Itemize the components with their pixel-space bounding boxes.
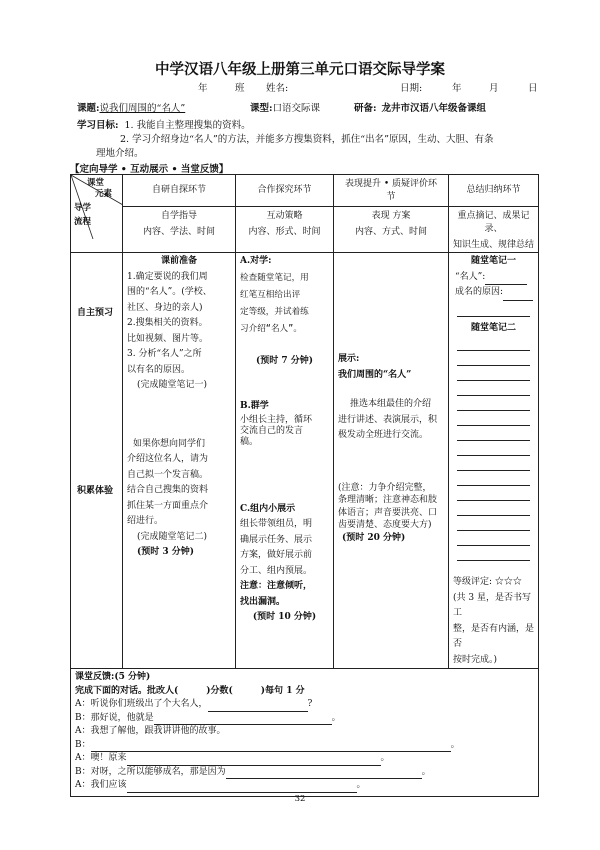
note2-blank[interactable] [457,381,530,396]
sub-summary [449,207,539,253]
dialogue-2-text: B：那好说，他就是 [75,712,154,723]
draft-time: (预时 3 分钟) [137,547,195,557]
sub-performance [334,207,449,253]
prep-line-8: (完成随堂笔记一) [137,380,208,390]
header-performance-text: 表现提升 • 质疑评价环 [344,178,438,189]
note2-blank[interactable] [457,456,530,471]
col-summary [449,253,539,669]
note1-blank-1[interactable] [457,302,530,317]
sub-summary-b: 知识生成、规律总结 [452,240,534,250]
goal-1: 1. 我能自主整理搜集的资料。 [124,120,251,131]
guide-table [70,174,539,797]
fame-reason-label: 成名的原因: [455,287,504,297]
fame-reason-blank[interactable] [503,300,533,301]
show-time: (预时 20 分钟) [342,532,406,543]
draft-line-5: 抓住某一方面重点介 [127,500,209,511]
dialogue-2-end: 。 [331,712,341,723]
dialogue-line-1 [75,698,534,712]
dialogue-7-blank[interactable] [127,792,357,793]
feedback-task-b: )分数( [206,685,233,696]
note2-blank[interactable] [457,426,530,441]
group-line-1: 小组长主持，循环 [240,414,313,425]
show-line-3: 极发动全班进行交流。 [338,430,429,440]
dialogue-7-text: A：我们应该 [75,780,127,790]
goals-line-1 [77,117,251,131]
mini-show-line-3: 方案，做好展示前 [240,550,313,560]
note2-blank[interactable] [457,471,530,486]
col-cooperation [236,253,334,669]
dialogue-1-text: A：听说你们班级出了个大名人， [75,699,208,709]
mini-show-time: (预时 10 分钟) [252,612,317,622]
mini-show-heading: C.组内小展示 [240,503,296,514]
author-label: 研备: [354,103,377,114]
note2-blank[interactable] [457,396,530,411]
note2-blank[interactable] [457,441,530,456]
sub-self-study-a: 自学指导 [160,211,197,221]
prep-line-1: 1.确定要说的我们周 [127,271,208,282]
topic-label: 课题: [77,103,100,114]
pair-line-2: 红笔互相给出评 [240,289,301,300]
dialogue-6-text: B：对呀，之所以能够成名，那是因为 [75,766,226,777]
note2-heading: 随堂笔记二 [470,322,516,333]
pair-line-3: 定等级，并试着练 [240,306,309,317]
group-line-2: 交流自己的发言 [240,425,304,436]
date-year-label: 年 [452,83,462,94]
lesson-author [354,100,486,114]
feedback-task [75,685,534,699]
header-performance-tail: 节 [386,191,396,202]
dialogue-4-text: B： [75,739,91,750]
dialogue-line-3: A：我想了解他，跟我讲讲他的故事。 [75,726,226,736]
feedback-task-c: )每句 1 分 [260,685,305,696]
dialogue-5-text: A：噢！原来 [75,753,127,763]
prep-line-3: 社区、身边的亲人) [127,302,203,313]
pair-study-heading: A.对学: [240,256,272,266]
prep-line-2: 围的“名人”。(学校、 [127,287,212,297]
note2-blank[interactable] [457,366,530,381]
note-line-4: 齿要清楚、态度要大方) [338,520,432,530]
sub-performance-a: 表现 方案 [371,211,411,221]
show-label: 展示: [338,354,360,364]
note2-blank[interactable] [457,411,530,426]
draft-line-3: 自己拟一个发言稿。 [127,469,209,480]
prep-line-5: 比如视频、图片等。 [127,333,209,344]
note-line-1: (注意：力争介绍完整， [338,482,432,493]
sub-self-study-b: 内容、学法、时间 [142,227,215,237]
class-label: 班 [235,83,245,94]
pair-line-4: 习介绍“名人”。 [240,323,302,334]
prep-heading: 课前准备 [160,256,197,266]
goals-label: 学习目标: [77,120,119,131]
corner-daoxue: 导学 [74,203,92,213]
corner-yuansu: 元素 [95,189,113,199]
feedback-cell [71,669,539,797]
date-day-label: 日 [528,83,538,94]
draft-line-4: 结合自己搜集的资料 [127,485,209,495]
dialogue-line-4 [75,739,534,753]
prep-line-7: 以有名的原因。 [127,364,191,375]
famous-person-label: “名人”: [455,271,486,282]
lesson-type [250,100,320,114]
grade-line-2: 整，是否有内涵，是否 [453,623,535,649]
corner-cell [71,175,123,253]
draft-line-6: 绍进行。 [127,516,164,526]
grade-year-label: 年 [198,83,208,94]
dialogue-4-end: 。 [450,739,460,750]
mini-show-line-2: 确展示任务、展示 [240,534,313,545]
goal-2-cont: 理地介绍。 [96,148,144,159]
date-month-label: 月 [489,83,499,94]
type-value: 口语交际课 [272,103,321,114]
row-label-experience: 积累体验 [77,486,114,496]
header-self-study: 自研自探环节 [123,175,236,207]
student-name-label: 姓名: [266,83,289,94]
mini-show-line-1: 组长带领组员，明 [240,519,313,529]
note2-blank[interactable] [457,486,530,501]
pair-line-1: 检查随堂笔记，用 [240,272,309,283]
dialogue-line-7 [75,779,534,793]
feedback-label: 课堂反馈:(5 分钟) [75,672,151,682]
dialogue-line-2 [75,712,534,726]
draft-line-2: 介绍这位名人，请为 [127,454,209,464]
prep-line-6: 3. 分析“名人”之所 [127,349,202,359]
col-performance [334,253,449,669]
type-label: 课型: [250,103,273,114]
header-summary: 总结归纳环节 [449,175,539,207]
dialogue-5-end: 。 [380,753,390,763]
feedback-task-a: 完成下面的对话。批改人( [75,685,179,696]
corner-ketang: 课堂 [87,178,105,188]
header-performance [334,175,449,207]
sub-cooperation-b: 内容、形式、时间 [248,227,321,237]
note2-blank[interactable] [457,336,530,351]
note2-blank[interactable] [457,516,530,531]
col-self-study [123,253,236,669]
show-line-2: 进行讲述、表演展示，积 [338,414,438,425]
note2-blank[interactable] [457,531,530,546]
dialogue-7-end: 。 [356,780,366,790]
dialogue-line-5 [75,752,534,766]
show-line-1: 推选本组最佳的介绍 [350,399,432,409]
header-cooperation: 合作探究环节 [236,175,334,207]
lesson-info-line [77,100,185,114]
section-header: 【定向导学 • 互动展示 • 当堂反馈】 [70,164,229,175]
pair-time: (预时 7 分钟) [255,355,314,366]
note1-heading: 随堂笔记一 [470,256,516,266]
sub-summary-a: 重点摘记、成果记录、 [457,211,530,234]
grade-line-1: (共 3 星，是否书写工 [453,592,531,618]
group-study-heading: B.群学 [240,401,269,411]
dialogue-line-6 [75,766,534,780]
page-title: 中学汉语八年级上册第三单元口语交际导学案 [155,62,445,78]
note-line-2: 条理清晰；注意神态和肢 [338,495,438,505]
group-line-3: 稿。 [240,436,259,447]
goal-2: 2. 学习介绍身边“名人”的方法，并能多方搜集资料，抓住“出名”原因，生动、大胆、有条 [120,134,494,145]
page-number: 32 [294,794,306,804]
row-labels-cell [71,253,123,669]
sub-performance-b: 内容、方式、时间 [354,227,427,237]
sub-self-study [123,207,236,253]
sub-cooperation-a: 互动策略 [266,211,303,221]
sub-cooperation [236,207,334,253]
author-value: 龙井市汉语八年级备课组 [381,103,487,114]
mini-show-line-4: 分工、组内预展。 [240,565,313,576]
note-line-3: 体语言；声音要洪亮、口 [338,507,438,518]
topic-value: 说我们周围的“名人” [99,103,186,114]
note2-blank[interactable] [457,546,530,561]
mini-show-note-1: 注意：注意倾听， [240,581,313,591]
note2-blank[interactable] [457,351,530,366]
draft-line-1: 如果你想向同学们 [133,438,206,449]
prep-line-4: 2.搜集相关的资料。 [127,318,208,328]
show-topic: 我们周围的“名人” [338,369,412,380]
dialogue-1-end: ? [307,699,313,709]
note2-blank[interactable] [457,501,530,516]
date-label: 日期: [400,83,423,94]
grade-rating: 等级评定: ☆☆☆ [453,577,522,587]
corner-liucheng: 流程 [74,217,92,227]
mini-show-note-2: 找出漏洞。 [240,596,286,607]
draft-line-7: (完成随堂笔记二) [137,531,208,542]
dialogue-6-end: 。 [421,766,431,777]
grade-line-3: 按时完成。) [453,654,498,665]
row-label-preview: 自主预习 [77,308,114,318]
